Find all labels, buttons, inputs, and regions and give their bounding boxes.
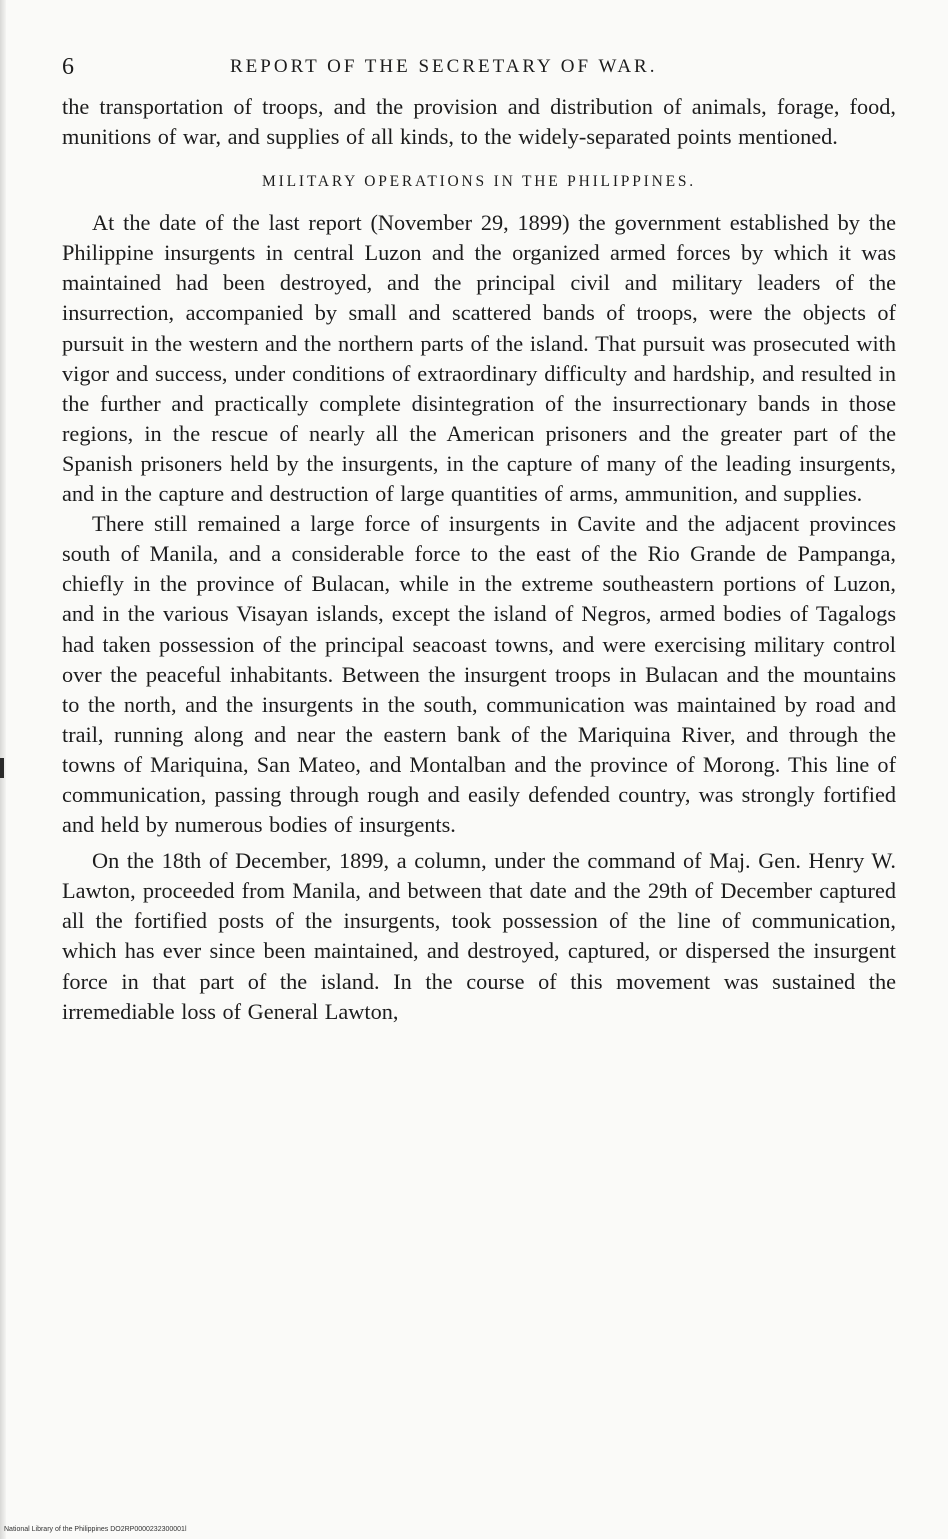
text-block (62, 92, 896, 1027)
continuation-paragraph: the transportation of troops, and the provision and distribution of animals, forage, food, munitions of war, and supplies of all kinds, to the widely-separated points mentioned. (62, 94, 896, 150)
paragraph-1: At the date of the last report (November 29, 1899) the government established by the Philippine insurgents in central Luzon and the organized armed forces by which it was maintained had been destroyed, and the principal civil and military leaders of the insurrection, accompanied by small and scattered bands of troops, were the objects of pursuit in the western and the northern parts of the island. That pursuit was prosecuted with vigor and success, under conditions of extraordinary difficulty and hardship, and resulted in the further and practically complete disintegration of the insurrectionary bands in those regions, in the rescue of nearly all the American prisoners and the greater part of the Spanish prisoners held by the insurgents, in the capture of many of the leading insurgents, and in the capture and destruction of large quantities of arms, ammunition, and supplies. (62, 210, 896, 507)
section-heading: MILITARY OPERATIONS IN THE PHILIPPINES. (262, 173, 696, 191)
footer-credit: National Library of the Philippines DO2RP0000232300001l (4, 1526, 187, 1533)
page-number: 6 (62, 54, 74, 80)
running-title: REPORT OF THE SECRETARY OF WAR. (230, 56, 658, 77)
running-head (62, 50, 892, 84)
gutter-mark (0, 758, 4, 778)
paragraph-2: There still remained a large force of insurgents in Cavite and the adjacent provinces south of Manila, and a considerable force to the east of the Rio Grande de Pampanga, chiefly in the province of Bulacan, while in the extreme southeastern portions of Luzon, and in the various Visayan islands, except the island of Negros, armed bodies of Tagalogs had taken possession of the principal seacoast towns, and were exercising military control over the peaceful inhabitants. Between the insurgent troops in Bulacan and the mountains to the north, and the insurgents in the south, communication was maintained by road and trail, running along and near the eastern bank of the Mariquina River, and through the towns of Mariquina, San Mateo, and Montalban and the province of Morong. This line of communication, passing through rough and easily defended country, was strongly fortified and held by numerous bodies of insurgents. (62, 511, 896, 838)
paragraph-3: On the 18th of December, 1899, a column, under the command of Maj. Gen. Henry W. Lawton, proceeded from Manila, and between that date and the 29th of December captured all the fortified posts of the insurgents, took possession of the line of communication, which has ever since been maintained, and destroyed, captured, or dispersed the insurgent force in that part of the island. In the course of this movement was sustained the irremediable loss of General Lawton, (62, 848, 896, 1024)
